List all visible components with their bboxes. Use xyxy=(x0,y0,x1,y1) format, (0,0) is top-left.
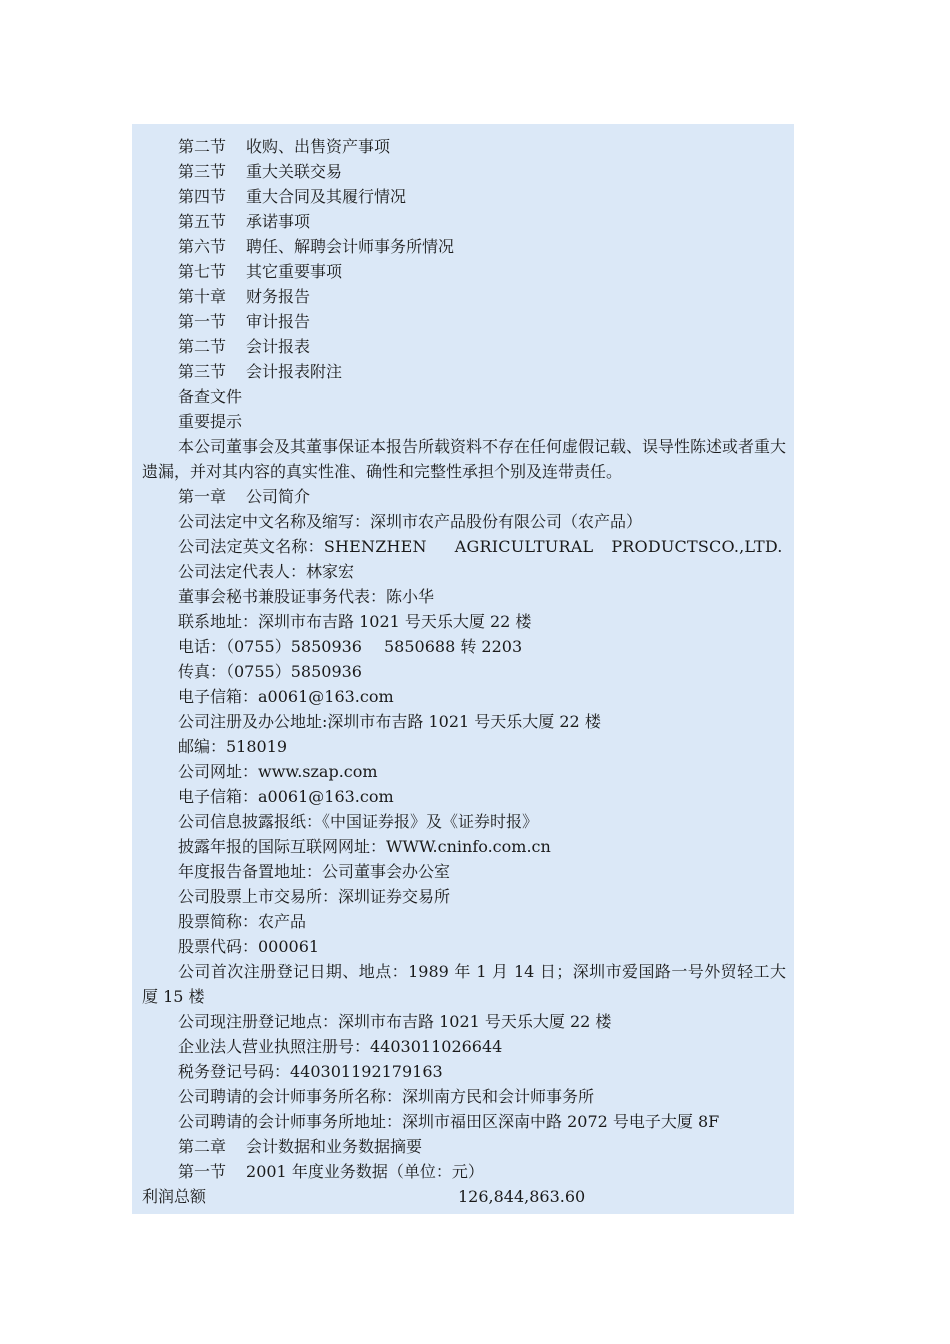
report-location: 年度报告备置地址：公司董事会办公室 xyxy=(178,862,451,881)
section-heading: 第一节 2001 年度业务数据（单位：元） xyxy=(178,1162,484,1181)
toc-entry: 第七节 其它重要事项 xyxy=(178,262,343,281)
company-en-name: 公司法定英文名称：SHENZHEN AGRICULTURAL PRODUCTSCO.,LTD. xyxy=(178,537,783,556)
toc-entry: 第三节 会计报表附注 xyxy=(178,362,343,381)
disclosure-newspapers: 公司信息披露报纸：《中国证券报》及《证券时报》 xyxy=(178,812,539,831)
email-secondary: 电子信箱：a0061@163.com xyxy=(178,787,394,806)
stock-name: 股票简称：农产品 xyxy=(178,912,307,931)
important-notice-heading: 重要提示 xyxy=(178,412,243,431)
profit-label: 利润总额 xyxy=(142,1187,207,1206)
business-license-number: 企业法人营业执照注册号：4403011026644 xyxy=(178,1037,503,1056)
toc-entry: 第四节 重大合同及其履行情况 xyxy=(178,187,407,206)
chapter-heading: 第二章 会计数据和业务数据摘要 xyxy=(178,1137,423,1156)
report-url: 披露年报的国际互联网网址：WWW.cninfo.com.cn xyxy=(178,837,551,856)
profit-row xyxy=(142,1184,784,1209)
email: 电子信箱：a0061@163.com xyxy=(178,687,394,706)
toc-entry: 第一节 审计报告 xyxy=(178,312,311,331)
stock-exchange: 公司股票上市交易所：深圳证券交易所 xyxy=(178,887,451,906)
important-notice-text: 本公司董事会及其董事保证本报告所载资料不存在任何虚假记载、误导性陈述或者重大遗漏，并对其内容的真实性准、确性和完整性承担个别及连带责任。 xyxy=(142,437,787,481)
first-registration: 公司首次注册登记日期、地点：1989 年 1 月 14 日；深圳市爱国路一号外贸轻工大厦 15 楼 xyxy=(142,962,786,1006)
fax: 传真：（0755）5850936 xyxy=(178,662,362,681)
toc-entry: 第三节 重大关联交易 xyxy=(178,162,343,181)
company-cn-name: 公司法定中文名称及缩写：深圳市农产品股份有限公司（农产品） xyxy=(178,512,643,531)
toc-entry: 第五节 承诺事项 xyxy=(178,212,311,231)
toc-entry: 第二节 会计报表 xyxy=(178,337,311,356)
current-registration: 公司现注册登记地点：深圳市布吉路 1021 号天乐大厦 22 楼 xyxy=(178,1012,612,1031)
chapter-heading: 第一章 公司简介 xyxy=(178,487,311,506)
legal-representative: 公司法定代表人：林家宏 xyxy=(178,562,355,581)
toc-entry: 第十章 财务报告 xyxy=(178,287,311,306)
stock-code: 股票代码：000061 xyxy=(178,937,320,956)
auditor-name: 公司聘请的会计师事务所名称：深圳南方民和会计师事务所 xyxy=(178,1087,595,1106)
auditor-address: 公司聘请的会计师事务所地址：深圳市福田区深南中路 2072 号电子大厦 8F xyxy=(178,1112,720,1131)
backup-docs-heading: 备查文件 xyxy=(178,387,243,406)
contact-address: 联系地址：深圳市布吉路 1021 号天乐大厦 22 楼 xyxy=(178,612,532,631)
board-secretary: 董事会秘书兼股证事务代表：陈小华 xyxy=(178,587,435,606)
toc-entry: 第六节 聘任、解聘会计师事务所情况 xyxy=(178,237,455,256)
document-panel xyxy=(132,124,794,1214)
phone: 电话：（0755）5850936 5850688 转 2203 xyxy=(178,637,523,656)
registered-address: 公司注册及办公地址:深圳市布吉路 1021 号天乐大厦 22 楼 xyxy=(178,712,601,731)
profit-value: 126,844,863.60 xyxy=(458,1187,586,1206)
toc-entry: 第二节 收购、出售资产事项 xyxy=(178,137,391,156)
website: 公司网址：www.szap.com xyxy=(178,762,378,781)
postcode: 邮编：518019 xyxy=(178,737,288,756)
tax-registration-number: 税务登记号码：440301192179163 xyxy=(178,1062,443,1081)
